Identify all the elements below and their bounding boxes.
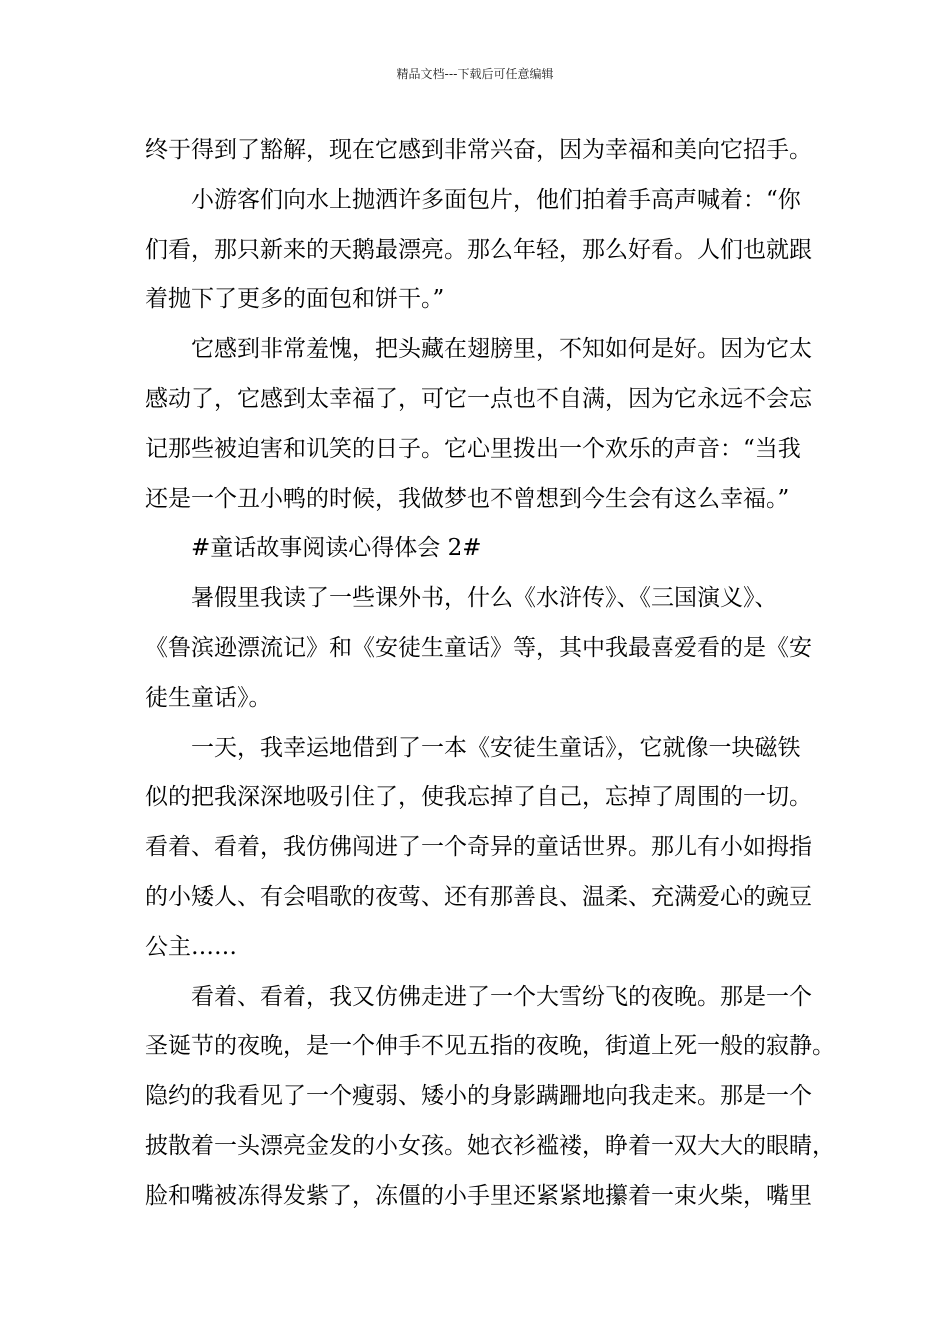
- text-line: 披散着一头漂亮金发的小女孩。她衣衫褴褛，睁着一双大大的眼睛，: [145, 1132, 835, 1159]
- text-line: 着抛下了更多的面包和饼干。”: [145, 286, 445, 313]
- text-line: 脸和嘴被冻得发紫了，冻僵的小手里还紧紧地攥着一束火柴，嘴里: [145, 1182, 812, 1209]
- text-line: 暑假里我读了一些课外书，什么《水浒传》、《三国演义》、: [191, 585, 778, 612]
- text-line: 圣诞节的夜晚，是一个伸手不见五指的夜晚，街道上死一般的寂静。: [145, 1033, 835, 1060]
- text-line: 《鲁滨逊漂流记》和《安徒生童话》等，其中我最喜爱看的是《安: [145, 634, 812, 661]
- text-line: 感动了，它感到太幸福了，可它一点也不自满，因为它永远不会忘: [145, 385, 812, 412]
- text-line: 小游客们向水上抛洒许多面包片，他们拍着手高声喊着：“你: [191, 186, 801, 213]
- page-header-watermark: 精品文档---下载后可任意编辑: [396, 67, 554, 81]
- text-line: 隐约的我看见了一个瘦弱、矮小的身影蹒跚地向我走来。那是一个: [145, 1083, 812, 1110]
- text-line: 们看，那只新来的天鹅最漂亮。那么年轻，那么好看。人们也就跟: [145, 236, 812, 263]
- document-body: [145, 126, 835, 1222]
- text-line: 的小矮人、有会唱歌的夜莺、还有那善良、温柔、充满爱心的豌豆: [145, 883, 812, 910]
- text-line: 似的把我深深地吸引住了，使我忘掉了自己，忘掉了周围的一切。: [145, 784, 812, 811]
- text-line: 还是一个丑小鸭的时候，我做梦也不曾想到今生会有这么幸福。”: [145, 485, 790, 512]
- text-line: 一天，我幸运地借到了一本《安徒生童话》，它就像一块磁铁: [191, 734, 801, 761]
- text-line: 公主……: [145, 933, 237, 960]
- text-line: 看着、看着，我又仿佛走进了一个大雪纷飞的夜晚。那是一个: [191, 983, 812, 1010]
- text-line: #童话故事阅读心得体会 2#: [191, 535, 482, 562]
- text-line: 记那些被迫害和讥笑的日子。它心里拨出一个欢乐的声音：“当我: [145, 435, 801, 462]
- text-line: 它感到非常羞愧，把头藏在翅膀里，不知如何是好。因为它太: [191, 336, 812, 363]
- text-line: 徒生童话》。: [145, 684, 272, 711]
- text-line: 终于得到了豁解，现在它感到非常兴奋，因为幸福和美向它招手。: [145, 137, 812, 163]
- text-line: 看着、看着，我仿佛闯进了一个奇异的童话世界。那儿有小如拇指: [145, 834, 812, 861]
